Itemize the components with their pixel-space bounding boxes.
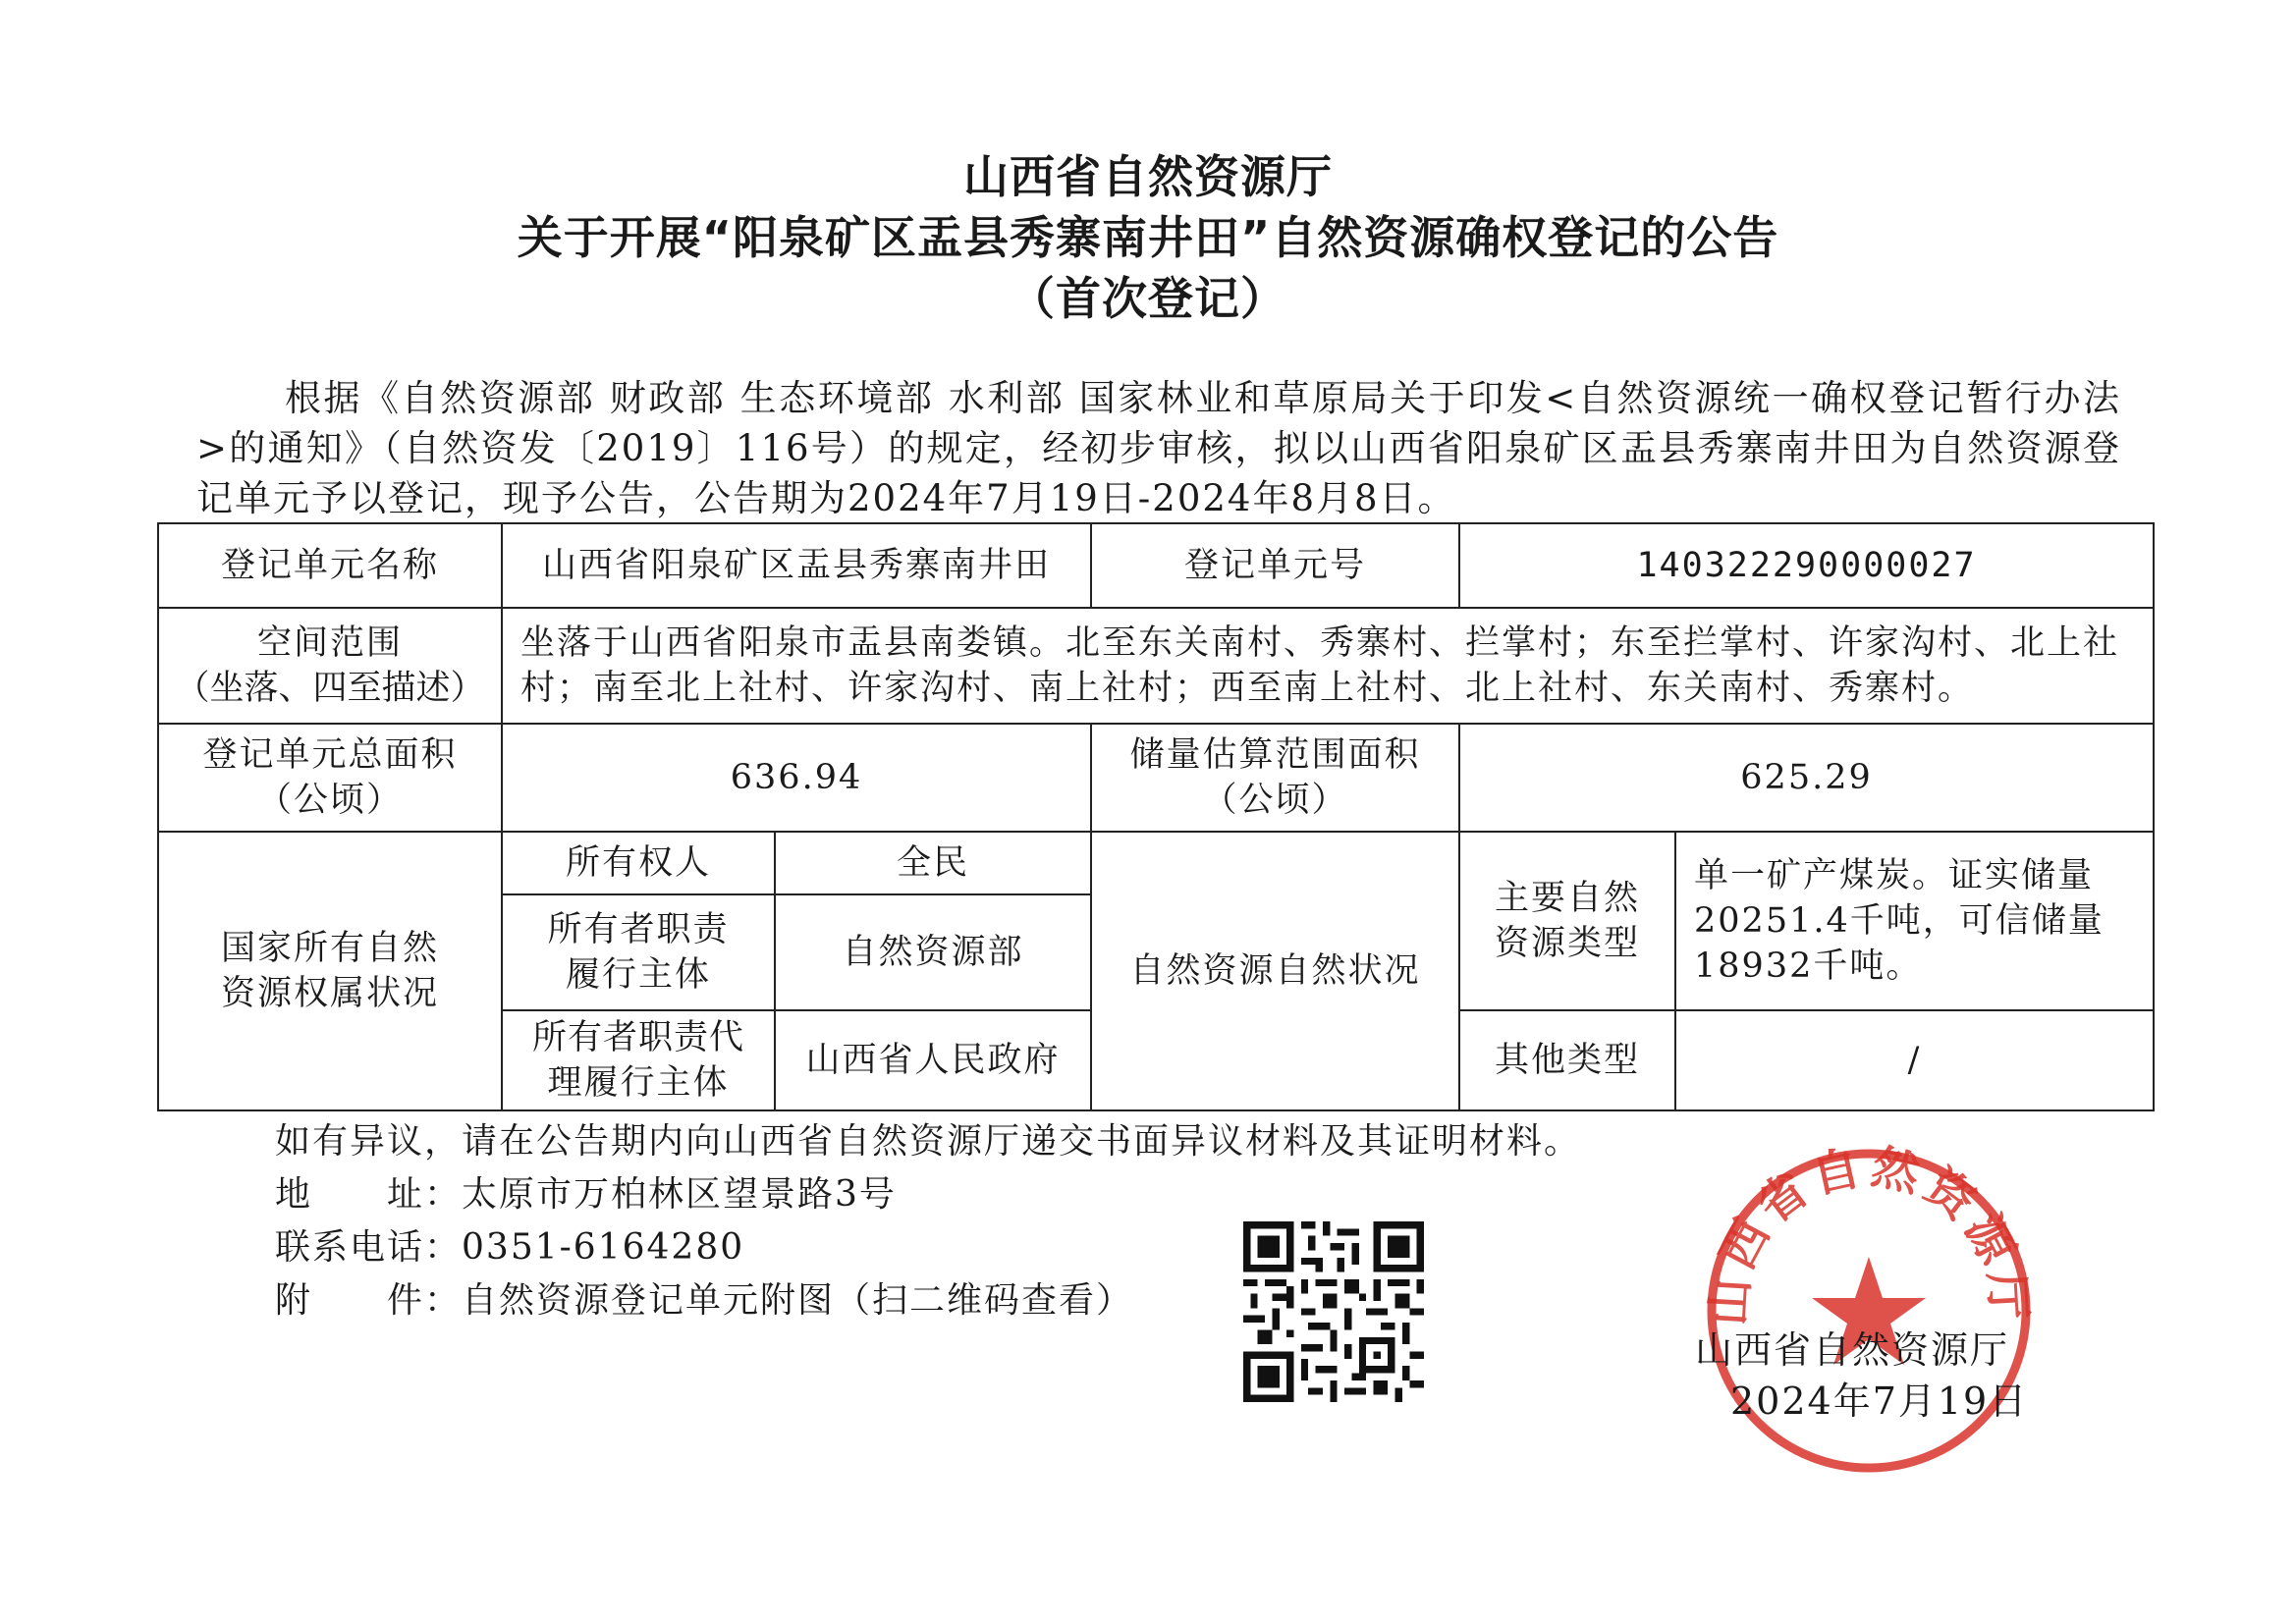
address-line xyxy=(275,1168,897,1221)
unit-no-value: 140322290000027 xyxy=(1459,523,2154,608)
qr-code-icon[interactable] xyxy=(1243,1221,1424,1402)
address-value: 太原市万柏林区望景路3号 xyxy=(462,1174,897,1215)
total-area-value: 636.94 xyxy=(502,724,1091,832)
agent-value: 山西省人民政府 xyxy=(775,1010,1091,1110)
unit-name-label: 登记单元名称 xyxy=(158,523,502,608)
agent-label-line1: 所有者职责代 xyxy=(531,1018,744,1057)
intro-paragraph: 根据《自然资源部 财政部 生态环境部 水利部 国家林业和草原局关于印发<自然资源统一确权登记暂行办法>的通知》（自然资发〔2019〕116号）的规定，经初步审核，拟以山西省阳泉矿区盂县秀寨南井田为自然资源登记单元予以登记，现予公告，公告期为2024年7月19日-2024年8月8日。 xyxy=(196,377,2121,519)
reserve-area-label-line1: 储量估算范围面积 xyxy=(1129,735,1421,775)
doc-title-main: 关于开展“阳泉矿区盂县秀寨南井田”自然资源确权登记的公告 xyxy=(517,211,1779,264)
signature-date: 2024年7月19日 xyxy=(1730,1380,2029,1423)
total-area-label-line1: 登记单元总面积 xyxy=(202,735,458,775)
signature-org: 山西省自然资源厅 xyxy=(1695,1328,2010,1372)
space-label-line1: 空间范围 xyxy=(256,623,403,663)
ownership-label-line2: 资源权属状况 xyxy=(220,974,439,1013)
owner-label: 所有权人 xyxy=(502,832,775,894)
other-type-value: / xyxy=(1675,1010,2154,1110)
main-type-label-line1: 主要自然 xyxy=(1495,879,1641,918)
total-area-label xyxy=(158,724,502,832)
main-type-line1: 单一矿产煤炭。证实储量 xyxy=(1694,856,2095,895)
duty-label-line1: 所有者职责 xyxy=(547,910,730,949)
svg-text:山西省自然资源厅: 山西省自然资源厅 xyxy=(1701,1139,2037,1327)
doc-title-sub: （首次登记） xyxy=(1010,272,1286,325)
duty-label-line2: 履行主体 xyxy=(565,955,711,995)
phone-label: 联系电话： xyxy=(275,1227,463,1268)
ownership-label-line1: 国家所有自然 xyxy=(220,929,439,968)
main-type-label xyxy=(1459,832,1675,1010)
official-seal xyxy=(1697,1139,2041,1483)
unit-name-value: 山西省阳泉矿区盂县秀寨南井田 xyxy=(502,523,1091,608)
nature-label: 自然资源自然状况 xyxy=(1091,832,1459,1110)
duty-value: 自然资源部 xyxy=(775,894,1091,1010)
reserve-area-label-line2: （公顷） xyxy=(1202,781,1348,820)
agent-label-line2: 理履行主体 xyxy=(547,1063,730,1103)
duty-label xyxy=(502,894,775,1010)
registration-table xyxy=(157,522,2155,1111)
agent-label xyxy=(502,1010,775,1110)
attachment-value: 自然资源登记单元附图（扫二维码查看） xyxy=(462,1280,1134,1321)
other-type-label: 其他类型 xyxy=(1459,1010,1675,1110)
attachment-line xyxy=(275,1274,1133,1327)
main-type-line3: 18932千吨。 xyxy=(1694,947,1923,986)
table-row xyxy=(158,608,2154,724)
phone-line xyxy=(275,1221,744,1274)
table-row xyxy=(158,523,2154,608)
address-label: 地 址： xyxy=(275,1174,463,1215)
reserve-area-value: 625.29 xyxy=(1459,724,2154,832)
main-type-line2: 20251.4千吨，可信储量 xyxy=(1694,901,2105,941)
main-type-label-line2: 资源类型 xyxy=(1495,924,1641,963)
total-area-label-line2: （公顷） xyxy=(256,781,403,820)
space-label-line2: （坐落、四至描述） xyxy=(175,669,485,708)
reserve-area-label xyxy=(1091,724,1459,832)
space-label xyxy=(158,608,502,724)
doc-title-org: 山西省自然资源厅 xyxy=(963,150,1333,203)
space-desc: 坐落于山西省阳泉市盂县南娄镇。北至东关南村、秀寨村、拦掌村；东至拦掌村、许家沟村、北上社村；南至北上社村、许家沟村、南上社村；西至南上社村、北上社村、东关南村、秀寨村。 xyxy=(502,608,2154,724)
table-row xyxy=(158,832,2154,894)
phone-value: 0351-6164280 xyxy=(462,1227,745,1268)
attachment-label: 附 件： xyxy=(275,1280,463,1321)
table-row xyxy=(158,724,2154,832)
ownership-label xyxy=(158,832,502,1110)
unit-no-label: 登记单元号 xyxy=(1091,523,1459,608)
owner-value: 全民 xyxy=(775,832,1091,894)
main-type-value xyxy=(1675,832,2154,1010)
objection-note: 如有异议，请在公告期内向山西省自然资源厅递交书面异议材料及其证明材料。 xyxy=(275,1121,1582,1162)
